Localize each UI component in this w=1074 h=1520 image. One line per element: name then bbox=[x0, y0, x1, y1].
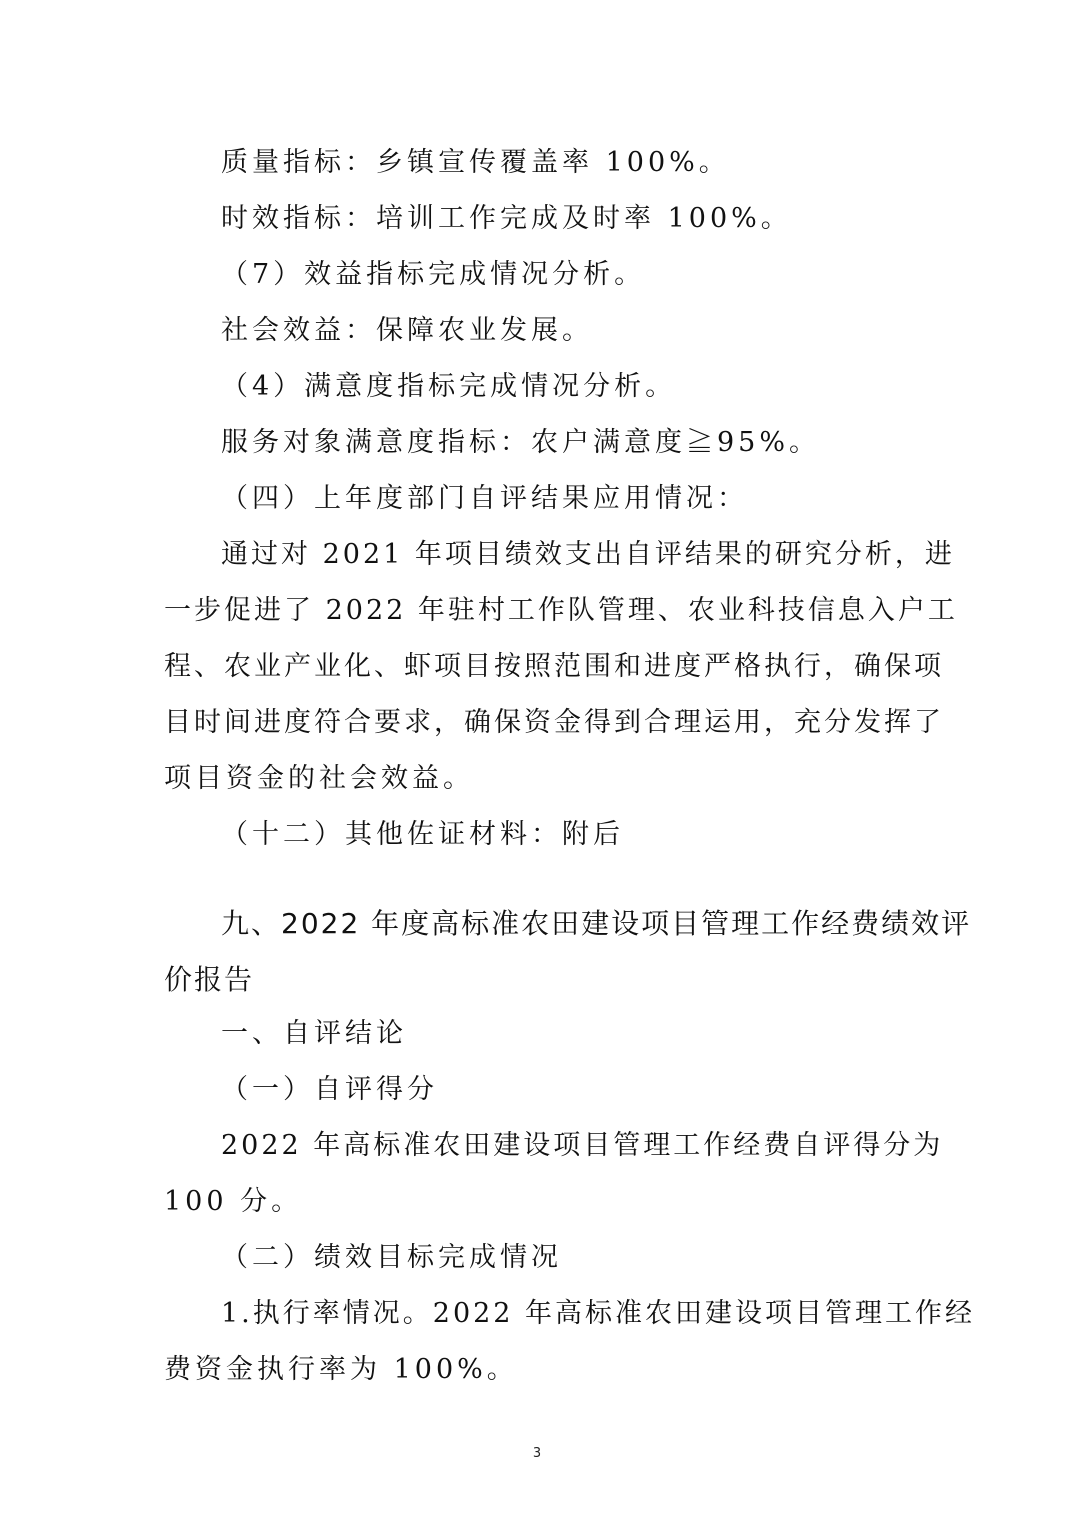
paragraph-analysis-line-2: 一步促进了 2022 年驻村工作队管理、农业科技信息入户工 bbox=[164, 595, 958, 626]
paragraph-previous-year-results-heading: （四）上年度部门自评结果应用情况： bbox=[221, 483, 748, 514]
paragraph-social-benefit: 社会效益：保障农业发展。 bbox=[221, 315, 593, 346]
paragraph-analysis-line-4: 目时间进度符合要求，确保资金得到合理运用，充分发挥了 bbox=[164, 707, 944, 738]
paragraph-analysis-line-1: 通过对 2021 年项目绩效支出自评结果的研究分析，进 bbox=[221, 539, 955, 570]
paragraph-quality-indicator: 质量指标：乡镇宣传覆盖率 100%。 bbox=[221, 147, 730, 178]
paragraph-timeliness-indicator: 时效指标：培训工作完成及时率 100%。 bbox=[221, 203, 792, 234]
paragraph-satisfaction-analysis-heading: （4）满意度指标完成情况分析。 bbox=[221, 371, 677, 402]
paragraph-analysis-line-3: 程、农业产业化、虾项目按照范围和进度严格执行，确保项 bbox=[164, 651, 944, 682]
paragraph-analysis-line-5: 项目资金的社会效益。 bbox=[164, 763, 474, 794]
page-number: 3 bbox=[532, 1446, 542, 1461]
paragraph-satisfaction-indicator: 服务对象满意度指标：农户满意度≧95%。 bbox=[221, 427, 821, 458]
section-heading-line-2: 价报告 bbox=[164, 963, 255, 996]
paragraph-benefit-analysis-heading: （7）效益指标完成情况分析。 bbox=[221, 259, 646, 290]
paragraph-execution-rate-line-1: 1.执行率情况。2022 年高标准农田建设项目管理工作经 bbox=[221, 1298, 976, 1329]
subheading-self-evaluation-conclusion: 一、自评结论 bbox=[221, 1018, 407, 1049]
paragraph-execution-rate-line-2: 费资金执行率为 100%。 bbox=[164, 1354, 518, 1385]
subheading-self-evaluation-score: （一）自评得分 bbox=[221, 1074, 438, 1105]
section-heading-line-1: 九、2022 年度高标准农田建设项目管理工作经费绩效评 bbox=[221, 907, 972, 940]
subheading-target-completion: （二）绩效目标完成情况 bbox=[221, 1242, 562, 1273]
paragraph-score-line-2: 100 分。 bbox=[164, 1186, 303, 1217]
paragraph-supporting-materials: （十二）其他佐证材料：附后 bbox=[221, 819, 624, 850]
paragraph-score-line-1: 2022 年高标准农田建设项目管理工作经费自评得分为 bbox=[221, 1130, 944, 1161]
